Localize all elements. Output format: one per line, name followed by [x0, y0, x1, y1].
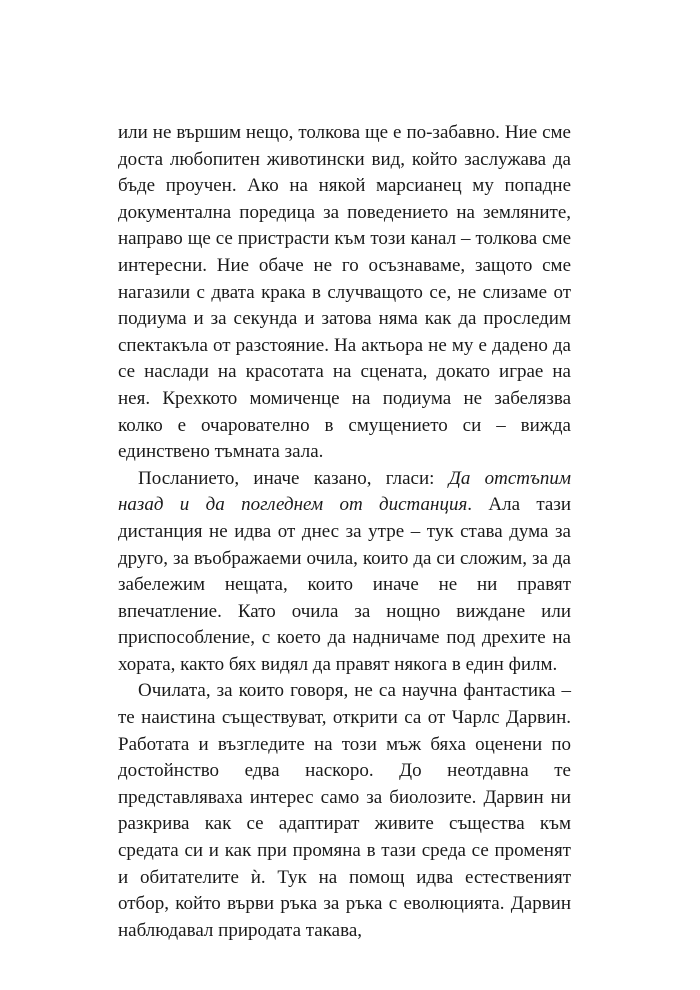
paragraph-1: или не вършим нещо, толкова ще е по-забавно. Ние сме доста любопитен животински вид, който заслужава да бъде проучен. Ако на някой марсианец му попадне документална поредица за поведението на земляните, направо ще се пристрасти към този канал – толкова сме интересни. Ние обаче не го осъзнаваме, защото сме нагазили с двата крака в случващото се, не слизаме от подиума и за секунда и затова няма как да проследим спектакъла от разстояние. На актьора не му е дадено да се наслади на красотата на сцената, докато играе на нея. Крехкото момиченце на подиума не забелязва колко е очарователно в смущението си – вижда единствено тъмната зала. — [118, 122, 571, 463]
paragraph-3: Очилата, за които говоря, не са научна фантастика – те наистина съществуват, открити са от Чарлс Дарвин. Работата и възгледите на този мъж бяха оценени по достойнство едва наскоро. До неотдавна те представляваха интерес само за биолозите. Дарвин ни разкрива как се адаптират живите същества към средата си и как при промяна в тази среда се променят и обитателите ѝ. Тук на помощ идва естественият отбор, който върви ръка за ръка с еволюцията. Дарвин наблюдавал природата такава, — [118, 680, 571, 941]
paragraph-2 — [118, 466, 571, 679]
body-text — [118, 120, 571, 944]
paragraph-2-rest: . Ала тази дистанция не идва от днес за утре – тук става дума за друго, за въображаеми очила, които да си сложим, за да забележим нещата, които иначе не ни правят впечатление. Като очила за нощно виждане или приспособление, с което да надничаме под дрехите на хората, както бях видял да правят някога в един филм. — [118, 494, 572, 675]
paragraph-2-intro: Посланието, иначе казано, гласи: — [138, 467, 449, 489]
paragraph-2-italic-quote: Да отстъпим назад и да погледнем от дистанция — [118, 467, 572, 516]
